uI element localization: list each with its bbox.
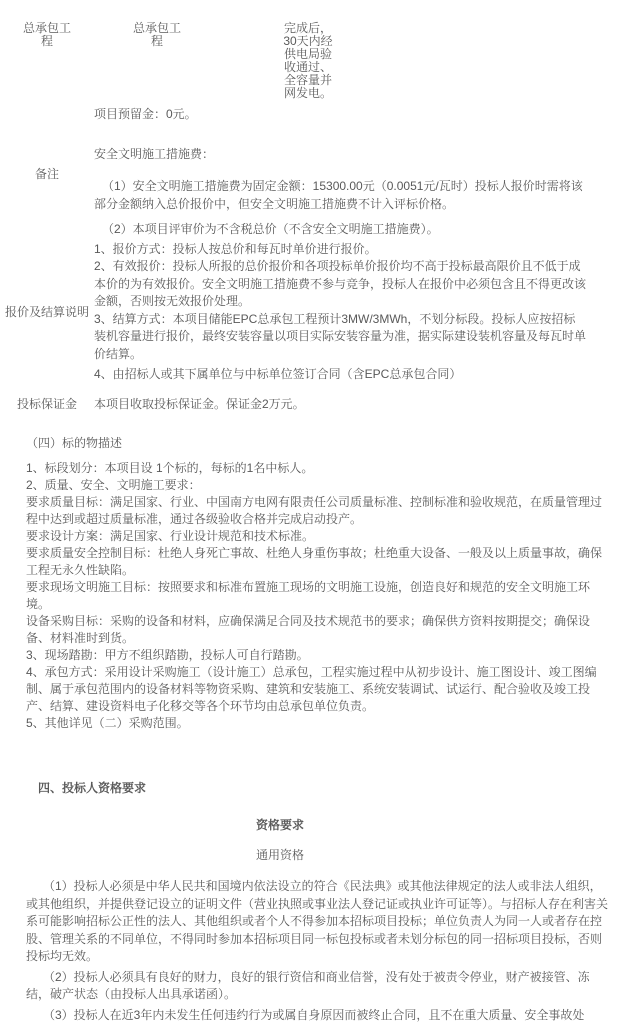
subject-item-list — [26, 460, 608, 732]
pricing-item-2: 2、有效报价：投标人所报的总价报价和各项投标单价报价均不高于投标最高限价且不低于成本价的为有效报价。安全文明施工措施费不参与竞争，投标人在报价中必须包含且不得更改该金额，否则按无效报价处理。 — [94, 259, 587, 308]
pricing-item-1: 1、报价方式：投标人按总价和每瓦时单价进行报价。 — [94, 241, 377, 256]
table-row-remark — [0, 146, 622, 239]
qualification-heading: 四、投标人资格要求 — [38, 781, 147, 795]
subject-item: 4、承包方式：采用设计采购施工（设计施工）总承包，工程实施过程中从初步设计、施工图设计、竣工图编制、属于承包范围内的设备材料等物资采购、建筑和安装施工、系统安装调试、试运行、配合验收及竣工投产、结算、建设资料电子化移交等各个环节均由总承包单位负责。 — [26, 665, 597, 713]
table-row-deposit — [0, 396, 622, 414]
subject-item: 5、其他详见（二）采购范围。 — [26, 716, 189, 730]
remark-content-cell — [94, 146, 586, 239]
qualification-paragraph: （1）投标人必须是中华人民共和国境内依法设立的符合《民法典》或其他法律规定的法人或非法人组织，或其他组织，并提供登记设立的证明文件（营业执照或事业法人登记证或执业许可证等）。与招标人存在利害关系可能影响招标公正性的法人、其他组织或者个人不得参加本招标项目投标；单位负责人为同一人或者存在控股、管理关系的不同单位，不得同时参加本招标项目同一标包投标或者未划分标包的同一招标项目投标，否则投标均无效。 — [26, 879, 609, 963]
subject-item: 要求质量目标：满足国家、行业、中国南方电网有限责任公司质量标准、控制标准和验收规范，在质量管理过程中达到或超过质量标准，通过各级验收合格并完成启动投产。 — [26, 495, 603, 526]
table-row-reserve-fund — [0, 106, 622, 124]
subject-item: 要求现场文明施工目标：按照要求和标准布置施工现场的文明施工设施，创造良好和规范的安全文明施工环境。 — [26, 580, 591, 611]
subject-item: 2、质量、安全、文明施工要求： — [26, 478, 201, 492]
reserve-fund-label-cell — [0, 106, 94, 124]
qualification-category: 通用资格 — [255, 848, 304, 862]
deposit-content-cell — [94, 396, 586, 414]
package-name-text: 总承包工程 — [22, 21, 71, 48]
item-name-text: 总承包工程 — [132, 21, 181, 48]
qualification-paragraph: （2）投标人必须具有良好的财力，良好的银行资信和商业信誉，没有处于被责令停业，财产被接管、冻结，破产状态（由投标人出具承诺函）。 — [26, 969, 590, 1001]
qualification-subheading-block — [26, 817, 534, 864]
pricing-item-3: 3、结算方式：本项目储能EPC总承包工程预计3MW/3MWh，不划分标段。投标人应按招标装机容量进行报价，最终安装容量以项目实际安装容量为准，据实际建设装机容量及每瓦时单价结算。 — [94, 311, 587, 361]
remark-item-2: （2）本项目评审价为不含税总价（不含安全文明施工措施费）。 — [102, 222, 439, 236]
table-row-header — [0, 22, 622, 100]
pricing-item-4: 4、由招标人或其下属单位与中标单位签订合同（含EPC总承包合同） — [94, 367, 462, 381]
table-row-pricing — [0, 241, 622, 384]
subject-item: 3、现场踏勘：甲方不组织踏勘，投标人可自行踏勘。 — [26, 648, 309, 662]
subject-item: 要求设计方案：满足国家、行业设计规范和技术标准。 — [26, 529, 315, 543]
reserve-fund-content-cell — [94, 106, 586, 124]
qualification-paragraph: （3）投标人在近3年内未发生任何违约行为或属自身原因而被终止合同，且不在重大质量、安全事故处 — [43, 1007, 585, 1022]
subject-description-section — [0, 435, 608, 732]
pricing-label: 报价及结算说明 — [4, 305, 89, 319]
qualification-subheading: 资格要求 — [255, 818, 304, 832]
qualification-paragraphs — [26, 878, 608, 1024]
remark-intro: 安全文明施工措施费： — [94, 146, 215, 161]
subject-section-title: （四）标的物描述 — [26, 436, 123, 450]
deposit-text: 本项目收取投标保证金。保证金2万元。 — [94, 396, 305, 411]
deposit-label: 投标保证金 — [16, 397, 77, 412]
cell-package-name — [0, 22, 94, 100]
subject-item: 1、标段划分：本项目设 1个标的，每标的1名中标人。 — [26, 461, 314, 475]
cell-delivery-term — [279, 22, 337, 100]
qualification-section — [0, 780, 608, 1024]
pricing-content-cell — [94, 241, 586, 384]
reserve-fund-text: 项目预留金：0元。 — [94, 107, 197, 121]
contract-info-table — [0, 0, 622, 413]
remark-item-1: （1）安全文明施工措施费为固定金额：15300.00元（0.0051元/瓦时）投标人报价时需将该部分金额纳入总价报价中，但安全文明施工措施费不计入评标价格。 — [94, 179, 583, 211]
delivery-term-text: 完成后，30天内经供电局验收通过、全容量并网发电。 — [283, 21, 333, 100]
cell-item-name — [94, 22, 220, 100]
subject-item: 要求质量安全控制目标：杜绝人身死亡事故、杜绝人身重伤事故；杜绝重大设备、一般及以上质量事故，确保工程无永久性缺陷。 — [26, 546, 603, 577]
subject-item: 设备采购目标：采购的设备和材料，应确保满足合同及技术规范书的要求；确保供方资料按期提交；确保设备、材料准时到货。 — [26, 614, 591, 645]
remark-label: 备注 — [34, 166, 59, 181]
